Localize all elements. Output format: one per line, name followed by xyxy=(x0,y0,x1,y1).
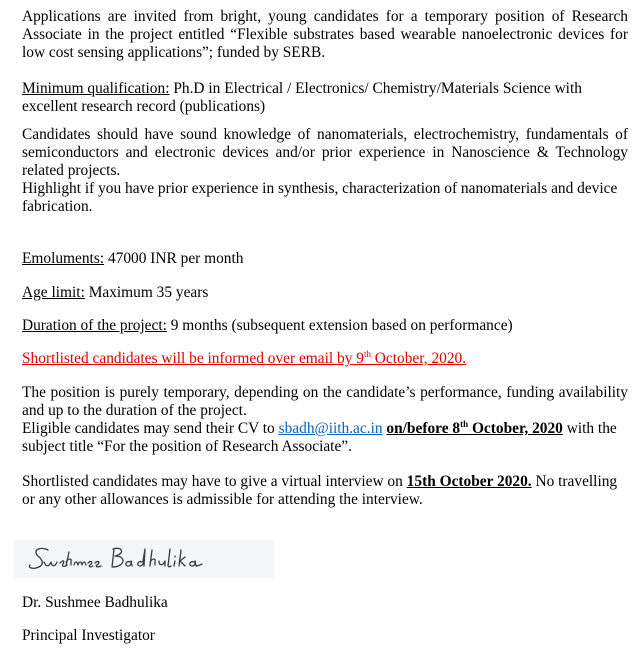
duration-label: Duration of the project: xyxy=(22,317,167,334)
deadline-date xyxy=(386,420,562,437)
intro-paragraph: Applications are invited from bright, young candidates for a temporary position of Research Associate in the project entitled “Flexible substrates based wearable nanoelectronic devices for low cost sensing applications”; funded by SERB. xyxy=(22,8,628,61)
interview-text-after: No travelling or any other allowances is admissible for attending the interview. xyxy=(22,473,618,508)
eligible-paragraph xyxy=(22,420,628,456)
signature-image xyxy=(14,540,274,578)
qualification-value: Ph.D in Electrical / Electronics/ Chemistry/Materials Science with excellent research record (publications) xyxy=(22,80,582,115)
interview-date: 15th October 2020. xyxy=(406,473,532,490)
emoluments-label: Emoluments: xyxy=(22,250,105,267)
emoluments-value: 47000 INR per month xyxy=(104,250,244,267)
emoluments-line xyxy=(22,250,628,268)
qualification-paragraph xyxy=(22,80,628,116)
qualification-label: Minimum qualification: xyxy=(22,80,170,97)
age-limit-line xyxy=(22,284,628,302)
shortlist-sup: th xyxy=(363,348,371,359)
shortlist-notice xyxy=(22,350,628,368)
duration-value: 9 months (subsequent extension based on performance) xyxy=(166,317,513,334)
interview-paragraph xyxy=(22,473,628,509)
signatory-name: Dr. Sushmee Badhulika xyxy=(22,594,168,611)
knowledge-paragraph: Candidates should have sound knowledge of nanomaterials, electrochemistry, fundamentals of semiconductors and electronic devices and/or prior experience in Nanoscience & Technology related projects. xyxy=(22,126,628,179)
temporary-paragraph: The position is purely temporary, depending on the candidate’s performance, funding availability and up to the duration of the project. xyxy=(22,384,628,419)
deadline-after: October, 2020 xyxy=(468,420,563,437)
deadline-before: on/before 8 xyxy=(386,420,461,437)
interview-text-before: Shortlisted candidates may have to give a virtual interview on xyxy=(22,473,407,490)
handwritten-signature xyxy=(14,540,274,578)
highlight-paragraph: Highlight if you have prior experience in synthesis, characterization of nanomaterials and device fabrication. xyxy=(22,180,618,215)
shortlist-text-before: Shortlisted candidates will be informed over email by 9 xyxy=(22,350,364,367)
deadline-sup: th xyxy=(460,418,469,429)
age-limit-label: Age limit: xyxy=(22,284,85,301)
shortlist-text-after: October, 2020. xyxy=(370,350,467,367)
eligible-text-before: Eligible candidates may send their CV to xyxy=(22,420,279,437)
age-limit-value: Maximum 35 years xyxy=(84,284,209,301)
eligible-text-after: with the subject title “For the position of Research Associate”. xyxy=(22,420,617,455)
email-link[interactable]: sbadh@iith.ac.in xyxy=(278,420,383,437)
shortlist-notice-text xyxy=(22,350,466,367)
signatory-title: Principal Investigator xyxy=(22,627,155,644)
duration-line xyxy=(22,317,628,335)
